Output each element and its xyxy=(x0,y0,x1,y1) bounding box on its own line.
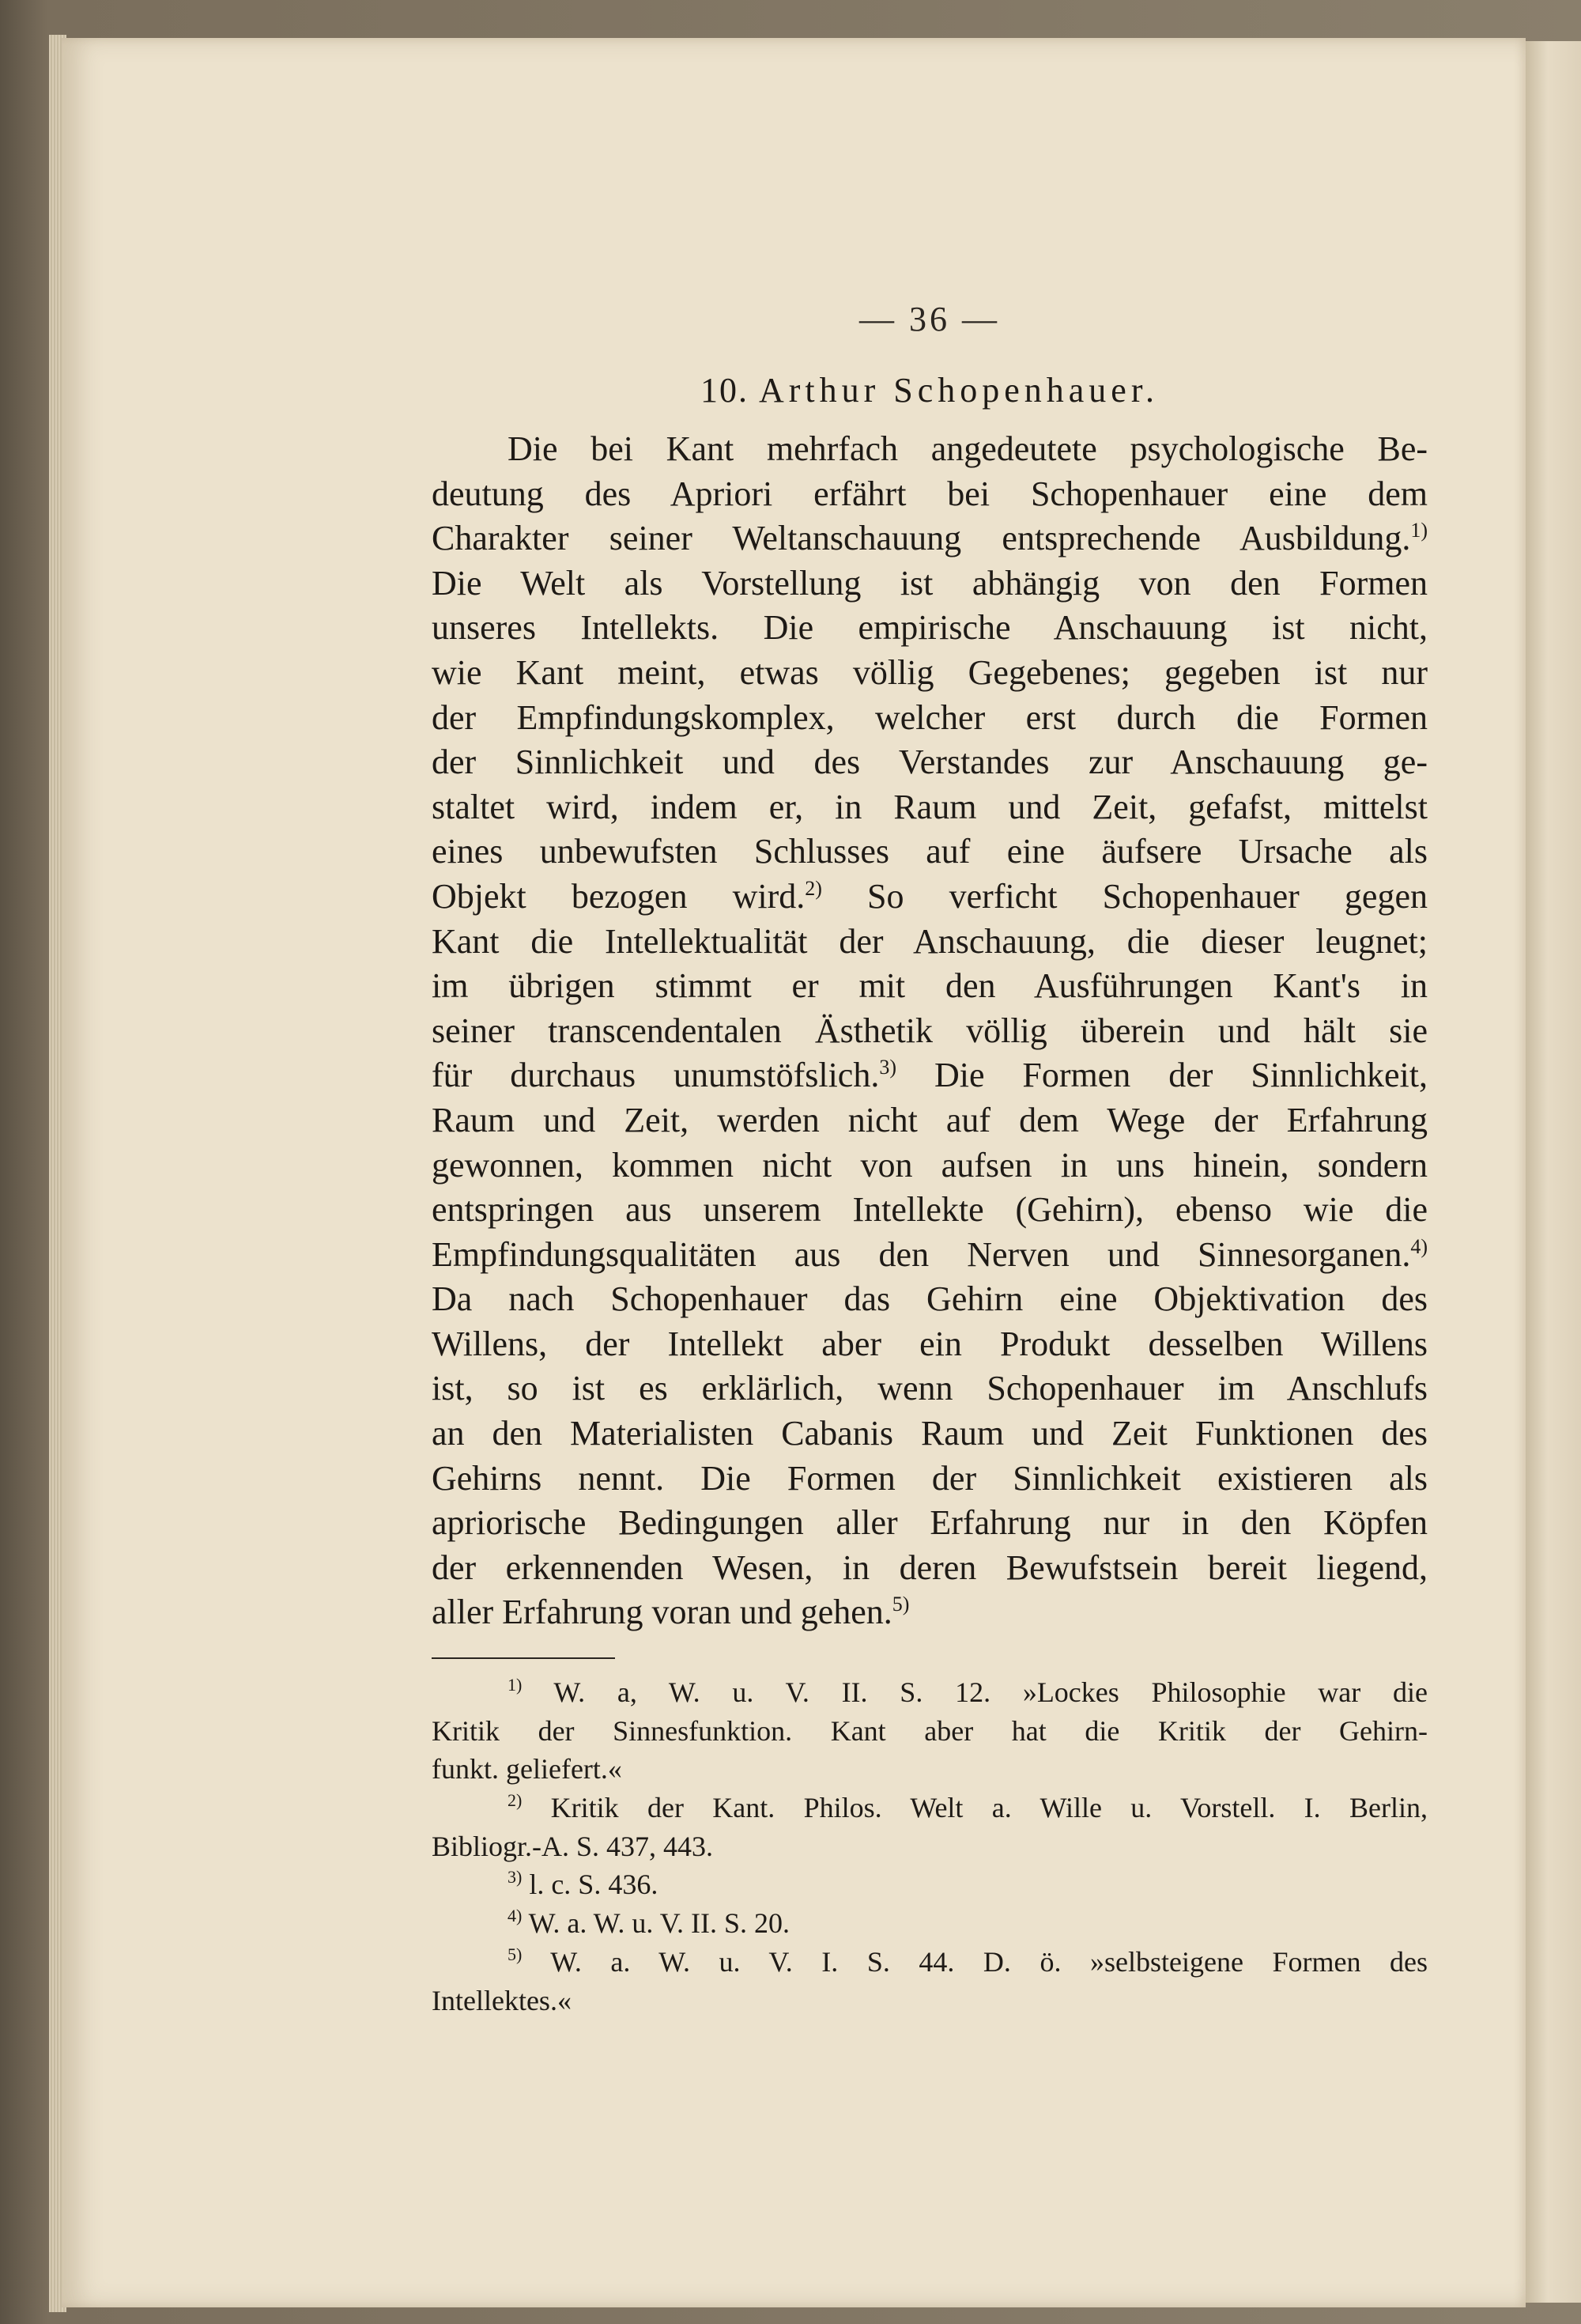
footnote-line xyxy=(432,1982,1428,2020)
body-line xyxy=(432,1188,1428,1233)
footnote-text: funkt. geliefert.« xyxy=(432,1753,622,1786)
footnote-mark: 3) xyxy=(508,1867,523,1888)
body-line xyxy=(432,829,1428,875)
footnote-divider xyxy=(432,1657,615,1659)
footnote-line xyxy=(432,1673,1428,1712)
body-line xyxy=(432,651,1428,696)
body-line-text: aller Erfahrung voran und gehen. xyxy=(432,1593,892,1632)
chapter-number: 10. xyxy=(700,371,749,410)
footnote-reference: 4) xyxy=(1410,1234,1428,1258)
body-line-text: Empfindungsqualitäten aus den Nerven und Sinnesorganen. xyxy=(432,1234,1411,1274)
footnote-line xyxy=(432,1712,1428,1751)
footnote-line xyxy=(432,1789,1428,1827)
body-line xyxy=(432,516,1428,561)
body-line xyxy=(432,1009,1428,1054)
body-line-text: Gehirns nennt. Die Formen der Sinnlichkeit existieren als xyxy=(432,1458,1428,1498)
body-line xyxy=(432,740,1428,785)
body-line xyxy=(432,1411,1428,1457)
body-line xyxy=(432,1053,1428,1098)
body-line-text-continued: Die Formen der Sinnlichkeit, xyxy=(896,1056,1428,1095)
footnote-mark: 4) xyxy=(508,1906,523,1926)
body-line xyxy=(432,1233,1428,1278)
body-line-text: unseres Intellekts. Die empirische Anschauung ist nicht, xyxy=(432,608,1428,648)
body-line xyxy=(432,920,1428,965)
body-line-text: der erkennenden Wesen, in deren Bewufstsein bereit liegend, xyxy=(432,1547,1428,1587)
body-line xyxy=(432,1277,1428,1322)
body-line xyxy=(432,875,1428,920)
body-line xyxy=(432,427,1428,472)
footnote-text: W. a, W. u. V. II. S. 12. »Lockes Philosophie war die xyxy=(522,1676,1428,1708)
body-line-text: Raum und Zeit, werden nicht auf dem Wege der Erfahrung xyxy=(432,1100,1428,1139)
page-number: — 36 — xyxy=(859,300,1000,338)
body-line-text: Kant die Intellektualität der Anschauung, die dieser leugnet; xyxy=(432,921,1428,961)
body-line-text: wie Kant meint, etwas völlig Gegebenes; gegeben ist nur xyxy=(432,652,1428,692)
footnote-reference: 1) xyxy=(1410,519,1428,542)
body-line-text: deutung des Apriori erfährt bei Schopenhauer eine dem xyxy=(432,474,1428,513)
body-line xyxy=(432,1366,1428,1411)
footnote-line xyxy=(432,1904,1428,1943)
adjacent-page-edge xyxy=(1526,41,1581,2303)
body-line-text: apriorische Bedingungen aller Erfahrung nur in den Köpfen xyxy=(432,1503,1428,1543)
body-line-text: staltet wird, indem er, in Raum und Zeit, gefafst, mittelst xyxy=(432,787,1428,826)
body-line-text: eines unbewufsten Schlusses auf eine äufsere Ursache als xyxy=(432,832,1428,871)
body-line-text: im übrigen stimmt er mit den Ausführungen Kant's in xyxy=(432,966,1428,1006)
body-line-text: Willens, der Intellekt aber ein Produkt desselben Willens xyxy=(432,1324,1428,1363)
body-line-text: Die Welt als Vorstellung ist abhängig von den Formen xyxy=(432,563,1428,603)
footnotes xyxy=(432,1673,1428,2020)
footnote-text: l. c. S. 436. xyxy=(522,1869,658,1901)
footnote-reference: 5) xyxy=(892,1593,910,1616)
body-line-text: ist, so ist es erklärlich, wenn Schopenhauer im Anschlufs xyxy=(432,1369,1428,1408)
body-line xyxy=(432,1098,1428,1143)
footnote-text: Bibliogr.-A. S. 437, 443. xyxy=(432,1830,714,1862)
body-line-text: Die bei Kant mehrfach angedeutete psychologische Be- xyxy=(508,429,1428,468)
footnote-mark: 1) xyxy=(508,1675,523,1695)
chapter-heading xyxy=(432,370,1428,410)
body-line xyxy=(432,1143,1428,1188)
footnote-reference: 3) xyxy=(879,1056,897,1079)
body-line xyxy=(432,964,1428,1009)
footnote-text: Intellektes.« xyxy=(432,1984,572,2016)
body-line xyxy=(432,785,1428,830)
body-line xyxy=(432,1322,1428,1367)
body-line xyxy=(432,1457,1428,1502)
body-line-text: der Sinnlichkeit und des Verstandes zur Anschauung ge- xyxy=(432,743,1428,782)
body-line-text: Charakter seiner Weltanschauung entsprechende Ausbildung. xyxy=(432,519,1411,558)
body-line xyxy=(432,1590,1428,1635)
body-line-text: seiner transcendentalen Ästhetik völlig überein und hält sie xyxy=(432,1011,1428,1050)
footnote-line xyxy=(432,1865,1428,1904)
book-page xyxy=(62,38,1526,2307)
footnote-line xyxy=(432,1827,1428,1866)
body-line xyxy=(432,561,1428,607)
body-line-text: der Empfindungskomplex, welcher erst durch die Formen xyxy=(432,697,1428,737)
footnote-line xyxy=(432,1943,1428,1982)
body-line xyxy=(432,1546,1428,1591)
footnote-text: Kritik der Sinnesfunktion. Kant aber hat die Kritik der Gehirn- xyxy=(432,1714,1428,1747)
body-line xyxy=(432,606,1428,651)
body-line-text: an den Materialisten Cabanis Raum und Zeit Funktionen des xyxy=(432,1414,1428,1453)
footnote-mark: 5) xyxy=(508,1944,523,1964)
body-line-text: für durchaus unumstöfslich. xyxy=(432,1056,880,1095)
footnote-mark: 2) xyxy=(508,1790,523,1811)
footnote-line xyxy=(432,1750,1428,1789)
body-line xyxy=(432,1501,1428,1546)
body-line-text: Da nach Schopenhauer das Gehirn eine Objektivation des xyxy=(432,1279,1428,1319)
footnote-reference: 2) xyxy=(805,876,822,900)
body-line-text: entspringen aus unserem Intellekte (Gehirn), ebenso wie die xyxy=(432,1190,1428,1230)
body-line-text: Objekt bezogen wird. xyxy=(432,876,806,916)
body-line-text: gewonnen, kommen nicht von aufsen in uns hinein, sondern xyxy=(432,1145,1428,1185)
footnote-text: W. a. W. u. V. II. S. 20. xyxy=(522,1907,790,1940)
footnote-text: W. a. W. u. V. I. S. 44. D. ö. »selbsteigene Formen des xyxy=(522,1945,1428,1978)
footnote-text: Kritik der Kant. Philos. Welt a. Wille u. Vorstell. I. Berlin, xyxy=(522,1792,1428,1824)
body-text xyxy=(432,427,1428,1635)
body-line xyxy=(432,696,1428,741)
body-line xyxy=(432,472,1428,517)
body-line-text-continued: So verficht Schopenhauer gegen xyxy=(821,876,1428,916)
chapter-title: Arthur Schopenhauer. xyxy=(758,371,1160,410)
